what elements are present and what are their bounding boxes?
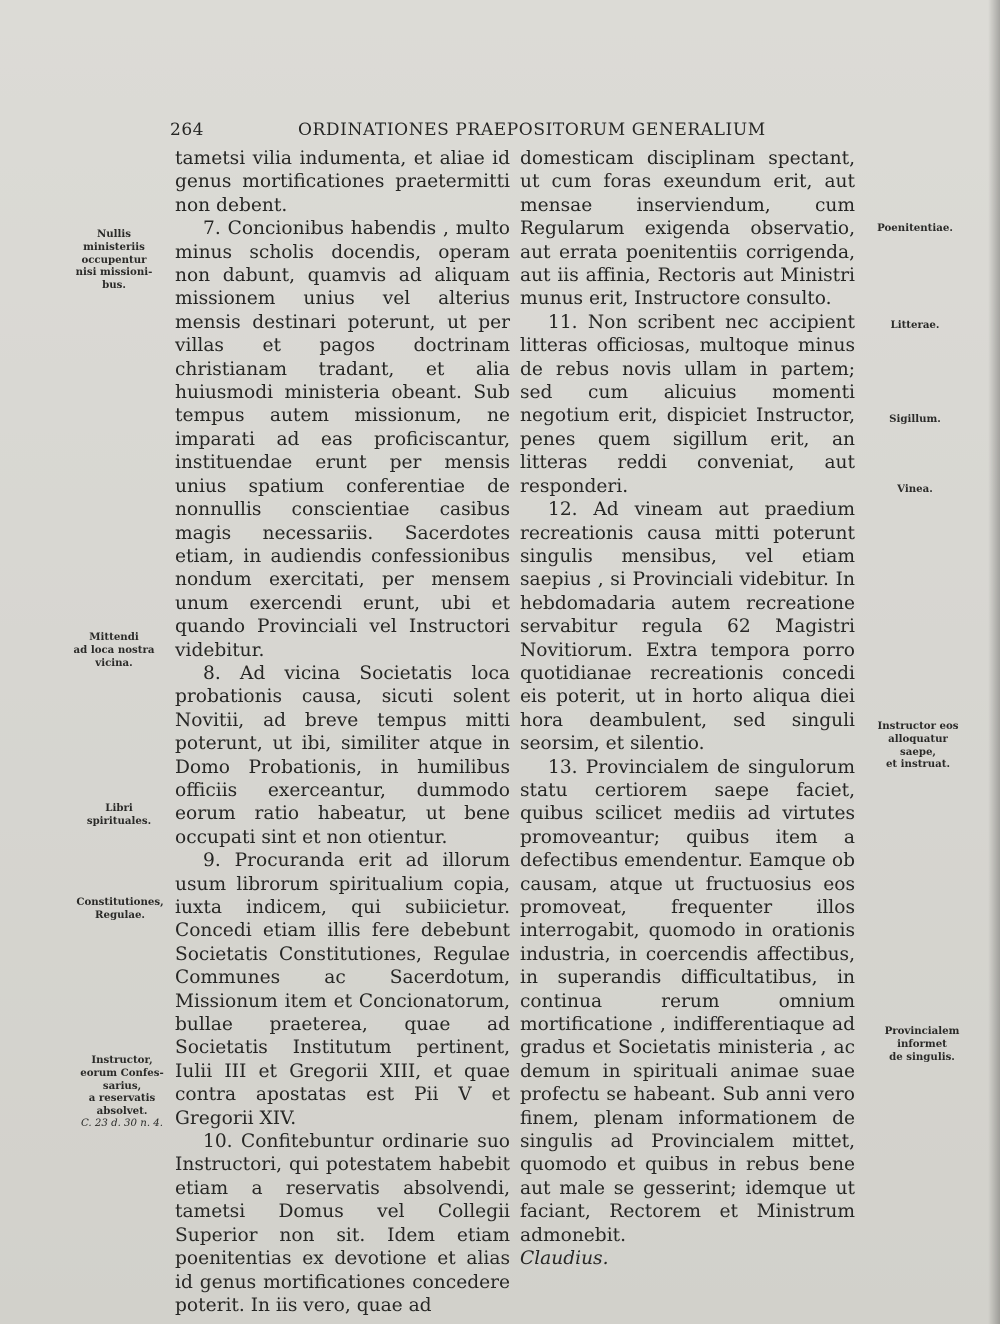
margin-note: Provincialem informet de singulis. <box>884 1025 960 1063</box>
running-title: ORDINATIONES PRAEPOSITORUM GENERALIUM <box>298 120 766 140</box>
margin-note: Constitutiones, Regulae. <box>76 896 164 921</box>
right-text-column <box>520 147 855 1271</box>
margin-note: Litterae. <box>890 319 940 331</box>
paragraph: 10. Confitebuntur ordinarie suo Instructori, qui potestatem habebit etiam a reservatis absolvendi, tametsi Domus vel Collegii Superior non sit. Idem etiam poenitentias ex devotione et alias id genus mortificationes concedere poterit. In iis vero, quae ad <box>175 1131 510 1316</box>
margin-note: Poenitentiae. <box>877 222 953 234</box>
margin-note: Nullis ministeriis occupentur nisi missioni- bus. <box>75 228 153 292</box>
paragraph: tametsi vilia indumenta, et aliae id genus mortificationes praetermitti non debent. <box>175 148 510 216</box>
paragraph: 7. Concionibus habendis , multo minus scholis docendis, operam non dabunt, quamvis ad aliquam missionem unius vel alterius mensis destinari poterunt, ut per villas et pagos doctrinam christianam tradant, et alia huiusmodi ministeria obeant. Sub tempus autem missionum, ne imparati ad eas proficiscantur, instituendae erunt per mensis unius spatium conferentiae de nonnullis conscientiae casibus magis necessariis. Sacerdotes etiam, in audiendis confessionibus nondum exercitati, per mensem unum exercendi erunt, ubi et quando Provinciali vel Instructori videbitur. <box>175 218 510 661</box>
paragraph: 13. Provincialem de singulorum statu certiorem saepe faciet, quibus scilicet mediis ad virtutes promoveantur; quibus item a defectibus emendentur. Eamque ob causam, atque ut fructuosius eos promoveat, frequenter illos interrogabit, quomodo in orationis industria, in coercendis affectibus, in superandis difficultatibus, in continua rerum omnium mortificatione , indifferentiaque ad gradus et Societatis ministeria , ac demum in spirituali animae suae profectu se habeant. Sub anni vero finem, plenam informationem de singulis ad Provincialem mittet, quomodo et quibus in rebus bene aut male se gesserint; idemque ut faciant, Rectorem et Ministrum admonebit. <box>520 756 855 1246</box>
margin-note: Sigillum. <box>889 413 941 425</box>
left-text-column <box>175 147 510 1317</box>
paragraph: 8. Ad vicina Societatis loca probationis causa, sicuti solent Novitii, ad breve tempus mitti poterunt, ut ibi, similiter atque in Domo Probationis, in humilibus officiis exerceantur, dummodo eorum ratio habeatur, ut bene occupati sint et non otientur. <box>175 662 510 848</box>
margin-note: Instructor, eorum Confes- sarius, a reservatis absolvet. C. 23 d. 30 n. 4. <box>80 1054 164 1129</box>
paragraph: 11. Non scribent nec accipient litteras officiosas, multoque minus de rebus novis ullam in partem; sed cum alicuius momenti negotium erit, dispiciet Instructor, penes quem sigillum erit, an litteras reddi conveniat, aut responderi. <box>520 311 855 497</box>
paragraph: 9. Procuranda erit ad illorum usum librorum spiritualium copia, iuxta indicem, qui subiicietur. Concedi etiam illis fere debebunt Societatis Constitutiones, Regulae Communes ac Sacerdotum, Missionum item et Concionatorum, bullae praeterea, quae ad Societatis Institutum pertinent, Iulii III et Gregorii XIII, et quae contra apostatas est Pii V et Gregorii XIV. <box>175 850 510 1129</box>
margin-note: Mittendi ad loca nostra vicina. <box>73 631 155 669</box>
paragraph: 12. Ad vineam aut praedium recreationis causa mitti poterunt singulis mensibus, vel etiam saepius , si Provinciali videbitur. In hebdomadaria autem recreatione servabitur regula 62 Magistri Novitiorum. Extra tempora porro quotidianae recreationis concedi eis poterit, ut in horto aliqua diei hora deambulent, sed singuli seorsim, et silentio. <box>520 499 855 755</box>
margin-note: Libri spirituales. <box>86 802 152 827</box>
margin-note: Vinea. <box>897 483 933 495</box>
margin-note: Instructor eos alloquatur saepe, et instruat. <box>877 720 959 771</box>
page-number: 264 <box>170 120 204 140</box>
paragraph: domesticam disciplinam spectant, ut cum foras exeundum erit, aut mensae inserviendum, cum Regularum exigenda observatio, aut errata poenitentiis corrigenda, aut iis affinia, Rectoris aut Ministri munus erit, Instructore consulto. <box>520 148 855 310</box>
page-edge-shadow <box>988 0 1000 1324</box>
signature: Claudius. <box>520 1248 609 1270</box>
